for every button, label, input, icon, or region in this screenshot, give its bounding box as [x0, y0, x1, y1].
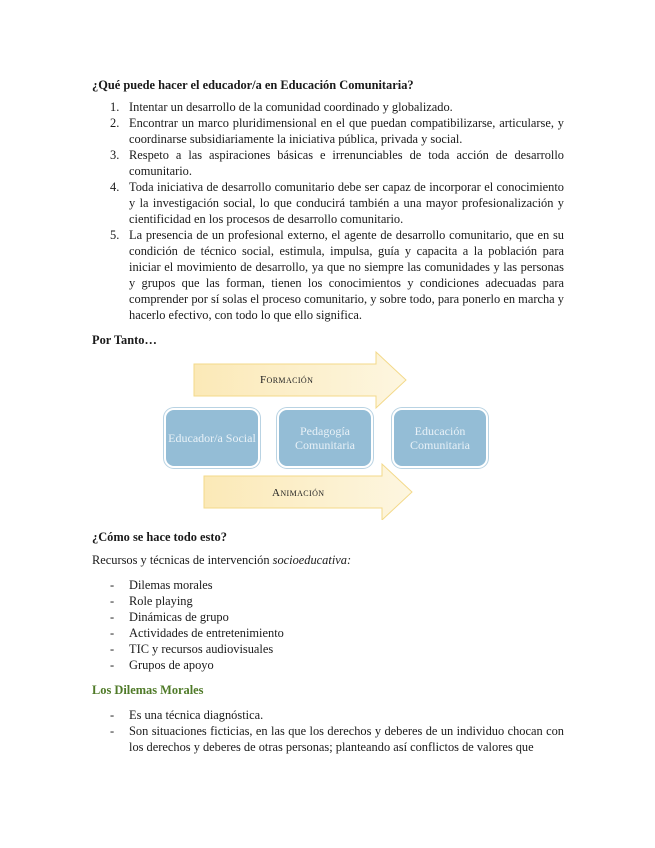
- list-item: - TIC y recursos audiovisuales: [110, 642, 274, 656]
- section-heading-dilemas: Los Dilemas Morales: [92, 683, 204, 697]
- list-item: 2. Encontrar un marco pluridimensional en el que puedan compatibilizarse, articularse, y coordinarse subsidiariamente la iniciativa pública, privada y social.: [110, 116, 564, 146]
- list-item: - Dilemas morales: [110, 578, 213, 592]
- list-item: - Role playing: [110, 594, 193, 608]
- list-item: - Es una técnica diagnóstica.: [110, 708, 264, 722]
- educador-actions-list: [92, 99, 564, 323]
- list-item: - Actividades de entretenimiento: [110, 626, 284, 640]
- list-item: 1. Intentar un desarrollo de la comunidad coordinado y globalizado.: [110, 100, 453, 114]
- section-heading-educador: ¿Qué puede hacer el educador/a en Educación Comunitaria?: [92, 78, 414, 92]
- pedagogia-comunitaria-box: Pedagogía Comunitaria: [277, 408, 373, 468]
- educacion-comunitaria-box: Educación Comunitaria: [392, 408, 488, 468]
- list-item: 3. Respeto a las aspiraciones básicas e irrenunciables de toda acción de desarrollo comunitario.: [110, 148, 564, 178]
- animacion-label: Animación: [272, 487, 325, 499]
- list-item: - Grupos de apoyo: [110, 658, 214, 672]
- techniques-list: [92, 577, 564, 673]
- educador-social-box: Educador/a Social: [164, 408, 260, 468]
- list-item: - Son situaciones ficticias, en las que los derechos y deberes de un individuo chocan con los derechos y deberes de otras personas; planteando así conflictos de valores que: [110, 724, 564, 754]
- dilemas-list: [92, 707, 564, 755]
- list-item: 4. Toda iniciativa de desarrollo comunitario debe ser capaz de incorporar el conocimiento y la investigación social, lo que conducirá también a una mayor profesionalización y cientificidad en los procesos de desarrollo comunitario.: [110, 180, 564, 226]
- list-item: - Dinámicas de grupo: [110, 610, 229, 624]
- section-heading-por-tanto: Por Tanto…: [92, 333, 157, 347]
- techniques-intro: Recursos y técnicas de intervención socioeducativa:: [92, 553, 352, 567]
- section-heading-como: ¿Cómo se hace todo esto?: [92, 530, 227, 544]
- process-diagram: [160, 350, 500, 520]
- list-item: 5. La presencia de un profesional externo, el agente de desarrollo comunitario, que en su condición de técnico social, estimula, impulsa, guía y capacita a la población para iniciar el movimiento de desarrollo, ya que no siempre las comunidades y las personas y grupos que las forman, tienen los conocimientos y condiciones adecuadas para comprender por sí solas el proceso comunitario, y sobre todo, para ponerlo en marcha y hacerlo efectivo, con todo lo que ello significa.: [110, 228, 564, 322]
- formacion-label: Formación: [260, 374, 314, 386]
